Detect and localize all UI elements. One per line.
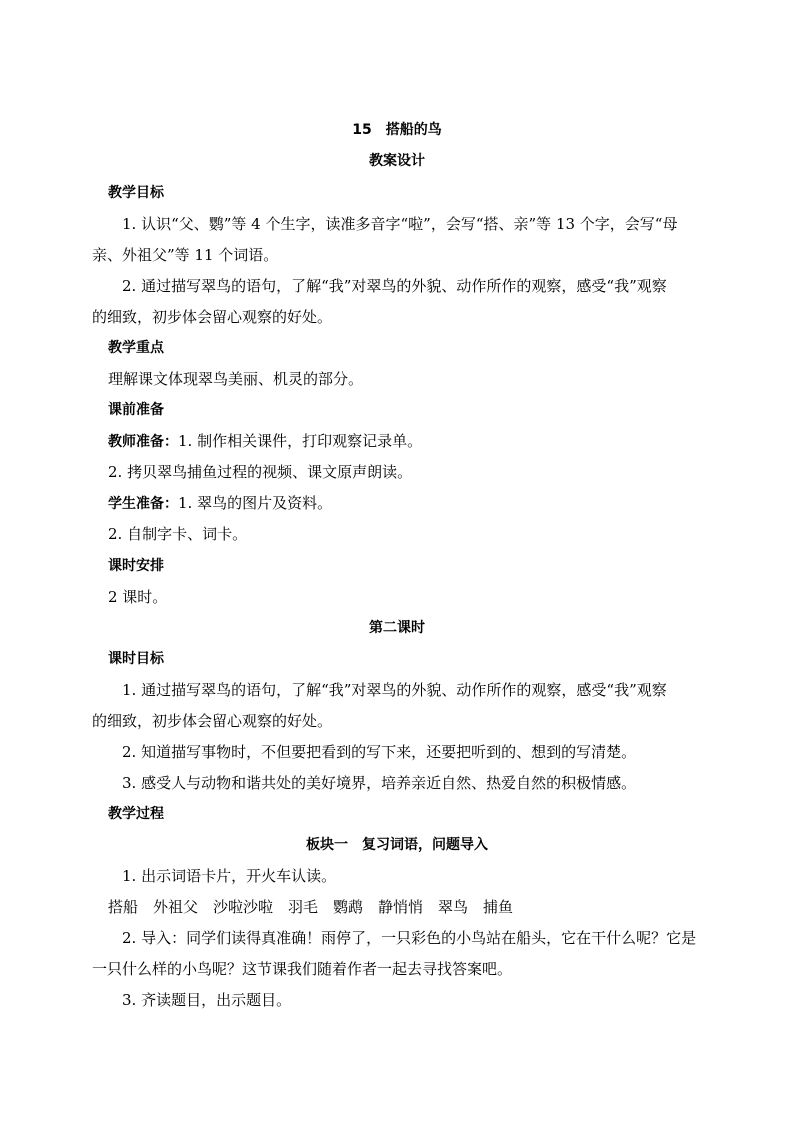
schedule-heading: 课时安排 xyxy=(108,558,164,574)
key-heading: 教学重点 xyxy=(108,340,164,356)
process-step1: 1. 出示词语卡片，开火车认读。 xyxy=(122,867,337,885)
goals-heading: 教学目标 xyxy=(108,185,164,201)
key-text: 理解课文体现翠鸟美丽、机灵的部分。 xyxy=(108,370,364,388)
schedule-text: 2 课时。 xyxy=(108,588,168,606)
student-prep-item2: 2. 自制字卡、词卡。 xyxy=(108,525,248,543)
lesson-goals-item1-line1: 1. 通过描写翠鸟的语句，了解“我”对翠鸟的外貌、动作所作的观察，感受“我”观察 xyxy=(122,681,667,699)
lesson-goals-item3: 3. 感受人与动物和谐共处的美好境界，培养亲近自然、热爱自然的积极情感。 xyxy=(122,774,637,792)
goals-item1-line1: 1. 认识“父、鹦”等 4 个生字，读准多音字“啦”，会写“搭、亲”等 13 个字，会写“母 xyxy=(122,215,678,233)
prep-heading: 课前准备 xyxy=(108,402,164,418)
subtitle: 教案设计 xyxy=(369,153,425,169)
lesson-title: 15 搭船的鸟 xyxy=(352,122,442,138)
goals-item2-line1: 2. 通过描写翠鸟的语句，了解“我”对翠鸟的外貌、动作所作的观察，感受“我”观察 xyxy=(122,277,667,295)
teacher-prep-item1: 1. 制作相关课件，打印观察记录单。 xyxy=(178,432,423,450)
student-prep-label: 学生准备： xyxy=(108,496,178,512)
process-heading: 教学过程 xyxy=(108,806,164,822)
lesson-goals-item1-line2: 的细致，初步体会留心观察的好处。 xyxy=(92,712,333,730)
goals-item1-line2: 亲、外祖父”等 11 个词语。 xyxy=(92,246,279,264)
goals-item2-line2: 的细致，初步体会留心观察的好处。 xyxy=(92,308,333,326)
second-lesson-title: 第二课时 xyxy=(369,620,425,636)
teacher-prep-line xyxy=(108,431,720,452)
lesson-goals-item2: 2. 知道描写事物时，不但要把看到的写下来，还要把听到的、想到的写清楚。 xyxy=(122,743,637,761)
teacher-prep-label: 教师准备： xyxy=(108,434,178,450)
process-words: 搭船 外祖父 沙啦沙啦 羽毛 鹦鹉 静悄悄 翠鸟 捕鱼 xyxy=(108,898,514,916)
block-title: 板块一 复习词语，问题导入 xyxy=(306,837,488,853)
student-prep-line xyxy=(108,493,720,514)
lesson-goals-heading: 课时目标 xyxy=(108,651,164,667)
student-prep-item1: 1. 翠鸟的图片及资料。 xyxy=(178,494,333,512)
process-step3: 3. 齐读题目，出示题目。 xyxy=(122,991,292,1009)
teacher-prep-item2: 2. 拷贝翠鸟捕鱼过程的视频、课文原声朗读。 xyxy=(108,463,413,481)
process-step2-line2: 一只什么样的小鸟呢？这节课我们随着作者一起去寻找答案吧。 xyxy=(92,960,513,978)
process-step2-line1: 2. 导入：同学们读得真准确！雨停了，一只彩色的小鸟站在船头，它在干什么呢？它是 xyxy=(122,929,697,947)
